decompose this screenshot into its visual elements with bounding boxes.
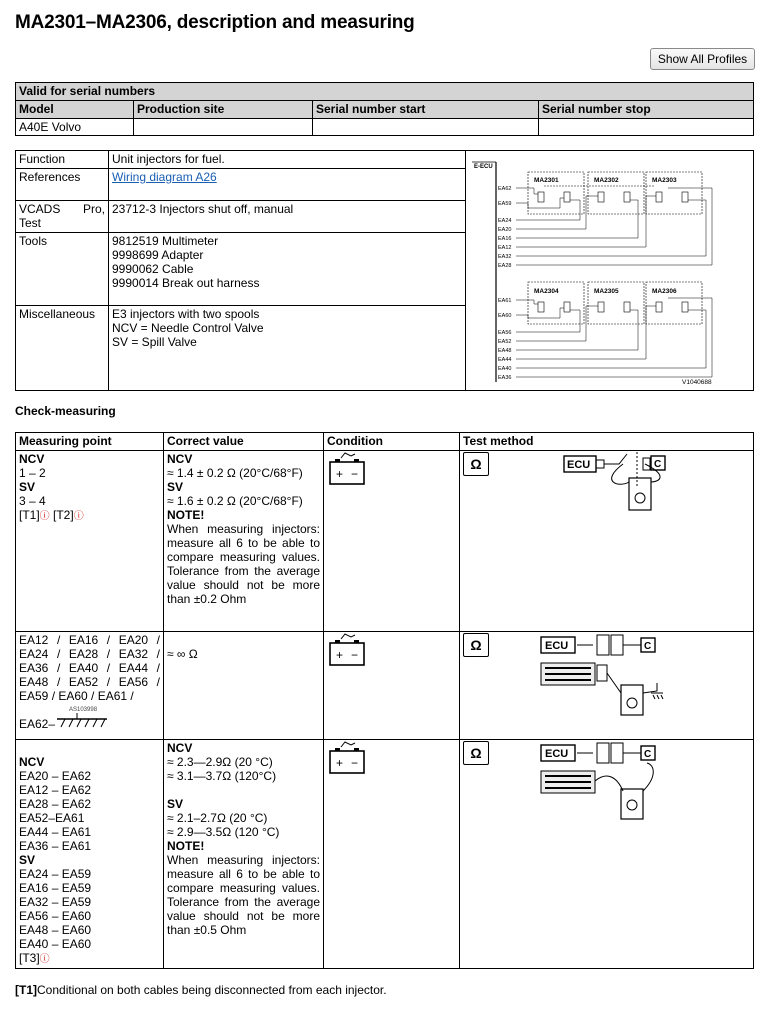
sv-label: SV: [19, 853, 36, 867]
pin-ea40: EA40: [498, 365, 512, 372]
pins-list: EA12 / EA16 / EA20 / EA24 / EA28 / EA32 / EA36 / EA40 / EA44 / EA48 / EA52 / EA56 / EA59 / EA60 / EA61 /: [19, 633, 160, 703]
tool-item: 9990014 Break out harness: [112, 276, 260, 290]
ground-symbol-id: AS103998: [69, 707, 98, 713]
misc-label: Miscellaneous: [16, 306, 109, 391]
pin-ea52: EA52: [498, 338, 512, 345]
correct-value-cell: [164, 740, 324, 969]
tool-item: 9998699 Adapter: [112, 248, 204, 262]
condition-cell: [324, 451, 460, 632]
sv-value: ≈ 1.6 ± 0.2 Ω (20°C/68°F): [167, 494, 303, 508]
svg-text:+: +: [336, 467, 344, 481]
table-row: [16, 632, 754, 740]
misc-item: NCV = Needle Control Valve: [112, 321, 264, 335]
injector-ma2301: MA2301: [534, 176, 559, 184]
pin-ea60: EA60: [498, 312, 512, 319]
pin-ea16: EA16: [498, 235, 512, 242]
ncv-value-label: NCV: [167, 741, 193, 755]
sv-pair: EA24 – EA59: [19, 867, 92, 881]
ncv-pair: EA20 – EA62: [19, 769, 92, 783]
production-site-value: [134, 119, 313, 136]
col-model: Model: [16, 101, 134, 119]
test-method-cell: [460, 632, 754, 740]
show-all-profiles-button[interactable]: Show All Profiles: [650, 48, 755, 70]
function-label: Function: [16, 151, 109, 169]
misc-item: SV = Spill Valve: [112, 335, 197, 349]
measurement-setup-icon: [519, 452, 719, 518]
wiring-diagram-figure: [468, 154, 750, 388]
col-condition: Condition: [324, 433, 460, 451]
col-test-method: Test method: [460, 433, 754, 451]
col-serial-start: Serial number start: [313, 101, 539, 119]
t2-ref[interactable]: [T2]: [53, 508, 74, 522]
sv-pair: EA16 – EA59: [19, 881, 92, 895]
injector-ma2302: MA2302: [594, 176, 619, 184]
svg-text:C: C: [644, 641, 652, 652]
t1-ref[interactable]: [T1]: [19, 508, 40, 522]
ncv-value: ≈ 2.3—2.9Ω (20 °C): [167, 755, 273, 769]
wiring-diagram-link[interactable]: Wiring diagram A26: [112, 170, 217, 184]
ncv-pair: EA28 – EA62: [19, 797, 92, 811]
sv-value: ≈ 2.9—3.5Ω (120 °C): [167, 825, 280, 839]
info-table: [15, 150, 754, 391]
ncv-label: NCV: [19, 755, 45, 769]
col-serial-stop: Serial number stop: [539, 101, 754, 119]
infinite-resistance-value: ≈ ∞ Ω: [167, 647, 198, 661]
tools-label: Tools: [16, 233, 109, 306]
svg-text:C: C: [654, 459, 662, 470]
svg-text:C: C: [644, 749, 652, 760]
check-measuring-heading: Check-measuring: [15, 404, 116, 418]
svg-text:+: +: [336, 756, 344, 770]
pin-ea12: EA12: [498, 244, 512, 251]
col-correct-value: Correct value: [164, 433, 324, 451]
injector-ma2304: MA2304: [534, 287, 559, 295]
note-label: NOTE!: [167, 839, 205, 853]
pin-ea59: EA59: [498, 200, 512, 207]
sv-pins: 3 – 4: [19, 494, 46, 508]
pin-ea28: EA28: [498, 262, 512, 269]
ohm-icon: Ω: [463, 633, 489, 657]
ncv-value: ≈ 3.1—3.7Ω (120°C): [167, 769, 277, 783]
svg-text:ECU: ECU: [545, 640, 569, 652]
footnote-text: Conditional on both cables being disconnected from each injector.: [37, 983, 387, 997]
ncv-pair: EA12 – EA62: [19, 783, 92, 797]
pin-ea62: EA62: [498, 185, 512, 192]
serial-validity-table: [15, 82, 754, 136]
ncv-label: NCV: [19, 452, 45, 466]
ecu-label: E-ECU: [474, 163, 493, 170]
sv-value-label: SV: [167, 480, 184, 494]
correct-value-cell: [164, 632, 324, 740]
pin-ea44: EA44: [498, 356, 512, 363]
correct-value-cell: [164, 451, 324, 632]
vcads-value: 23712-3 Injectors shut off, manual: [109, 201, 466, 233]
sv-value: ≈ 2.1–2.7Ω (20 °C): [167, 811, 268, 825]
serial-stop-value: [539, 119, 754, 136]
svg-text:ECU: ECU: [567, 459, 591, 471]
footnote-ref: [T1]: [15, 983, 37, 997]
svg-text:−: −: [351, 756, 359, 770]
ground-measurement-setup-icon: [537, 633, 717, 719]
info-icon[interactable]: ⓘ: [39, 511, 50, 522]
svg-text:ECU: ECU: [545, 748, 569, 760]
note-label: NOTE!: [167, 508, 205, 522]
measuring-table: [15, 432, 754, 969]
info-icon[interactable]: ⓘ: [73, 511, 84, 522]
ncv-pair: EA52–EA61: [19, 811, 85, 825]
pin-ea32: EA32: [498, 253, 512, 260]
ncv-value: ≈ 1.4 ± 0.2 Ω (20°C/68°F): [167, 466, 303, 480]
test-method-cell: [460, 451, 754, 632]
sv-label: SV: [19, 480, 36, 494]
note-text: When measuring injectors: measure all 6 to be able to compare measuring values. Tolerance from the average value should not be more than ±0.5 Ohm: [167, 853, 320, 937]
battery-key-off-icon: [327, 452, 367, 486]
misc-item: E3 injectors with two spools: [112, 307, 260, 321]
condition-cell: [324, 740, 460, 969]
tool-item: 9812519 Multimeter: [112, 234, 219, 248]
injector-ma2303: MA2303: [652, 176, 677, 184]
pin-ea61: EA61: [498, 297, 512, 304]
ohm-icon: Ω: [463, 741, 489, 765]
pin-ea56: EA56: [498, 329, 512, 336]
sv-value-label: SV: [167, 797, 184, 811]
valid-caption: Valid for serial numbers: [16, 83, 754, 101]
sv-pair: EA32 – EA59: [19, 895, 92, 909]
sv-pair: EA40 – EA60: [19, 937, 92, 951]
last-pin: EA62–: [19, 717, 56, 731]
ncv-value-label: NCV: [167, 452, 193, 466]
svg-text:+: +: [336, 648, 344, 662]
ncv-pair: EA44 – EA61: [19, 825, 92, 839]
page-title: MA2301–MA2306, description and measuring: [15, 12, 415, 33]
col-measuring-point: Measuring point: [16, 433, 164, 451]
t3-ref[interactable]: [T3]: [19, 951, 40, 965]
battery-key-off-icon: [327, 633, 367, 667]
vcads-label: VCADS Pro, Test: [16, 201, 109, 233]
note-text: When measuring injectors: measure all 6 to be able to compare measuring values. Tolerance from the average value should not be more than ±0.2 Ohm: [167, 522, 320, 606]
serial-start-value: [313, 119, 539, 136]
measuring-point-cell: [16, 740, 164, 969]
measuring-point-cell: [16, 632, 164, 740]
sv-pair: EA56 – EA60: [19, 909, 92, 923]
pin-ea36: EA36: [498, 374, 512, 381]
pin-ea48: EA48: [498, 347, 512, 354]
injector-ma2305: MA2305: [594, 287, 619, 295]
tool-item: 9990062 Cable: [112, 262, 194, 276]
table-row: [16, 740, 754, 969]
sv-pair: EA48 – EA60: [19, 923, 92, 937]
table-row: [16, 451, 754, 632]
misc-list: [109, 306, 466, 391]
injector-ma2306: MA2306: [652, 287, 677, 295]
model-value: A40E Volvo: [16, 119, 134, 136]
ground-icon: [57, 713, 113, 729]
pin-ea20: EA20: [498, 226, 512, 233]
ncv-pins: 1 – 2: [19, 466, 46, 480]
pin-ea24: EA24: [498, 217, 512, 224]
function-value: Unit injectors for fuel.: [109, 151, 466, 169]
svg-text:−: −: [351, 467, 359, 481]
col-production-site: Production site: [134, 101, 313, 119]
harness-measurement-setup-icon: [537, 741, 717, 823]
info-icon[interactable]: ⓘ: [39, 954, 50, 965]
svg-text:−: −: [351, 648, 359, 662]
tools-list: [109, 233, 466, 306]
references-label: References: [16, 169, 109, 201]
test-method-cell: [460, 740, 754, 969]
ohm-icon: Ω: [463, 452, 489, 476]
figure-id: V1040688: [682, 378, 712, 386]
condition-cell: [324, 632, 460, 740]
measuring-point-cell: [16, 451, 164, 632]
wiring-diagram: [466, 151, 754, 391]
footnote: [15, 983, 387, 997]
battery-key-off-icon: [327, 741, 367, 775]
ncv-pair: EA36 – EA61: [19, 839, 92, 853]
